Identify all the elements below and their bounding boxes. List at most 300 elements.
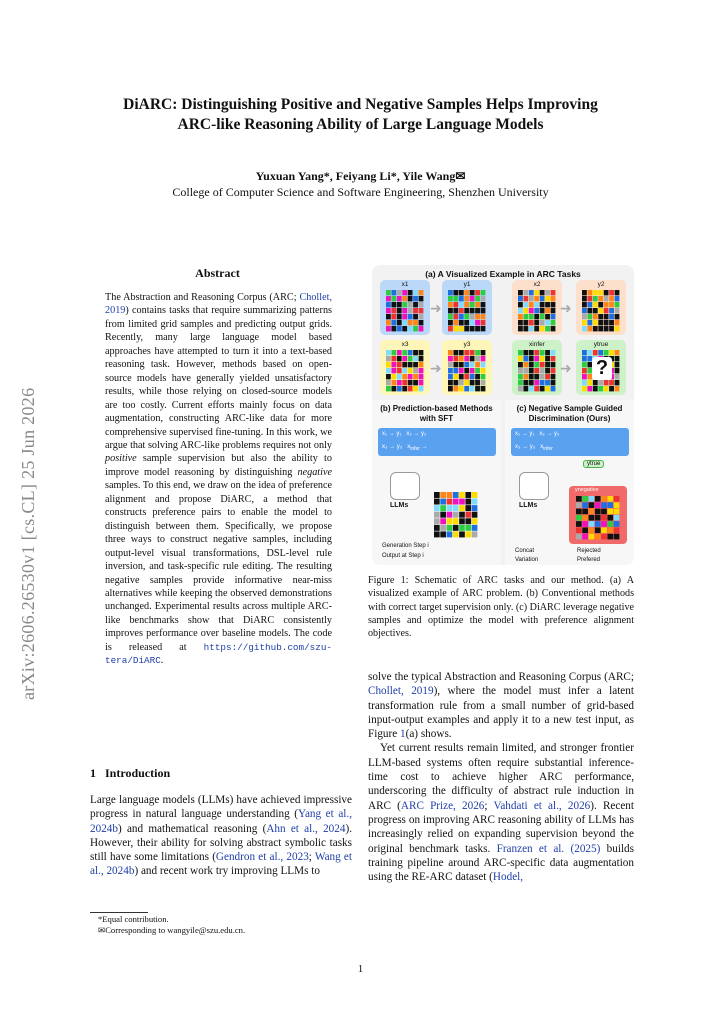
grid-cell <box>518 380 523 385</box>
grid-cell <box>609 290 614 295</box>
grid-cell <box>545 314 550 319</box>
citation-link[interactable]: ARC Prize, 2026 <box>400 799 485 812</box>
grid-cell <box>601 521 607 527</box>
grid-cell <box>589 509 595 515</box>
grid-cell <box>402 386 407 391</box>
grid-cell <box>615 380 620 385</box>
grid-cell <box>397 302 402 307</box>
grid-cell <box>397 380 402 385</box>
legend-b1: Generation Step i <box>382 543 429 549</box>
grid-cell <box>453 350 458 355</box>
grid-cell <box>593 326 598 331</box>
grid-cell <box>534 302 539 307</box>
grid-cell <box>465 525 471 531</box>
grid-cell <box>595 515 601 521</box>
grid-cell <box>453 362 458 367</box>
grid-cell <box>475 356 480 361</box>
grid-cell <box>413 296 418 301</box>
grid-cell <box>413 290 418 295</box>
llm-icon <box>519 472 549 500</box>
grid-cell <box>459 386 464 391</box>
ytrue-tag: ytrue <box>583 460 604 468</box>
grid-cell <box>589 521 595 527</box>
grid-cell <box>413 308 418 313</box>
grid-cell <box>440 505 446 511</box>
grid-cell <box>408 374 413 379</box>
legend-c3: Variation <box>515 557 539 563</box>
grid-cell <box>391 308 396 313</box>
abstract-body <box>105 291 332 668</box>
grid-cell <box>582 502 588 508</box>
emphasis: negative <box>297 466 332 478</box>
panel-b <box>372 400 501 565</box>
grid-cell <box>540 326 545 331</box>
grid-cell <box>448 296 453 301</box>
grid-cell <box>615 326 620 331</box>
grid-cell <box>459 290 464 295</box>
grid-cell <box>386 290 391 295</box>
grid-cell <box>595 509 601 515</box>
grid-cell <box>459 356 464 361</box>
grid-cell <box>598 302 603 307</box>
grid-cell <box>413 368 418 373</box>
grid-cell <box>475 386 480 391</box>
grid-cell <box>587 326 592 331</box>
grid-cell <box>587 290 592 295</box>
grid-cell <box>470 368 475 373</box>
grid-cell <box>453 518 459 524</box>
grid-cell <box>408 368 413 373</box>
grid-cell <box>464 308 469 313</box>
grid-cell <box>447 512 453 518</box>
tile-label: x3 <box>401 341 409 348</box>
grid-cell <box>464 374 469 379</box>
grid-cell <box>413 362 418 367</box>
grid-cell <box>551 362 556 367</box>
grid-cell <box>453 320 458 325</box>
grid-cell <box>534 374 539 379</box>
grid-cell <box>464 290 469 295</box>
citation-link[interactable]: Wang et al., 2024b <box>90 851 352 878</box>
grid-cell <box>408 290 413 295</box>
intro-text: ). However, their ability for solving abstract symbolic tasks still have some limitations ( <box>90 822 352 864</box>
tile-label: x2 <box>533 281 541 288</box>
grid-cell <box>386 374 391 379</box>
grid-cell <box>534 380 539 385</box>
grid-cell <box>453 386 458 391</box>
grid-cell <box>472 492 478 498</box>
grid-cell <box>604 380 609 385</box>
figure-ref-link[interactable]: 1 <box>400 728 406 741</box>
llm-icon <box>390 472 420 500</box>
grid-cell <box>419 356 424 361</box>
grid-cell <box>448 356 453 361</box>
grid-cell <box>551 350 556 355</box>
paper-title <box>60 95 661 135</box>
abstract-text: . <box>160 655 164 667</box>
grid-cell <box>615 296 620 301</box>
grid-cell <box>470 320 475 325</box>
grid-cell <box>587 314 592 319</box>
grid-cell <box>419 314 424 319</box>
body-text: ). Recent progress on improving ARC reasoning ability of LLMs has increasingly relied on expanding supervision beyond the original benchmark tasks. <box>368 799 635 855</box>
grid-cell <box>453 380 458 385</box>
body-text: (a) shows. <box>405 728 452 741</box>
grid-cell <box>402 380 407 385</box>
grid-cell <box>604 290 609 295</box>
tile-x1 <box>380 280 430 335</box>
grid-cell <box>540 302 545 307</box>
grid-cell <box>545 308 550 313</box>
grid-cell <box>475 314 480 319</box>
grid-cell <box>459 326 464 331</box>
grid-cell <box>523 302 528 307</box>
grid-cell <box>391 302 396 307</box>
grid-cell <box>481 290 486 295</box>
grid-cell <box>402 368 407 373</box>
grid-cell <box>587 380 592 385</box>
grid-cell <box>607 509 613 515</box>
grid-cell <box>534 296 539 301</box>
grid-cell <box>408 362 413 367</box>
grid-cell <box>475 290 480 295</box>
grid-cell <box>518 320 523 325</box>
grid-cell <box>593 380 598 385</box>
panel-b-title: (b) Prediction-based Methods with SFT <box>380 404 493 423</box>
sequence-label: x₁ → y₁ x₂ → y₂ <box>382 431 427 437</box>
grid-cell <box>419 362 424 367</box>
grid-cell <box>459 499 465 505</box>
grid-cell <box>523 308 528 313</box>
grid-cell <box>413 320 418 325</box>
grid-cell <box>609 302 614 307</box>
grid-cell <box>465 512 471 518</box>
grid-cell <box>408 302 413 307</box>
grid-cell <box>459 314 464 319</box>
grid-cell <box>595 527 601 533</box>
grid-cell <box>540 380 545 385</box>
grid-cell <box>582 509 588 515</box>
title-line-2: ARC-like Reasoning Ability of Large Language Models <box>177 116 544 133</box>
abstract-text: ) contains tasks that require summarizing patterns from limited grid samples and predicting output grids. Recently, many large language model based approaches have attempted to turn it into a text-based reasoning task. However, methods based on open-source models have generally yielded unsatisfactory results, while those relying on closed-source models are too costly. Current efforts mainly focus on data augmentation, constructing ARC-like data for more comprehensive supervised fine-tuning. In this work, we argue that solving ARC-like problems requires not only <box>105 305 332 451</box>
grid-cell <box>518 374 523 379</box>
grid-cell <box>475 350 480 355</box>
figure-1 <box>372 265 634 565</box>
grid-cell <box>408 380 413 385</box>
grid-cell <box>440 512 446 518</box>
grid-cell <box>448 308 453 313</box>
grid-cell <box>397 320 402 325</box>
abstract-text: sample supervision but also the ability to improve model reasoning by distinguishing <box>105 453 332 478</box>
grid-cell <box>529 362 534 367</box>
grid-cell <box>529 296 534 301</box>
abstract-text: samples. To this end, we draw on the idea of preference alignment and propose DiARC, a method that constructs preference pairs to enable the model to distinguish between them. Specifically, we propose three ways to construct negative samples, including output-level visual transformations, DSL-level rule inversion, and task-specific rule editing. The resulting negative samples provide informative near-miss alternatives while keeping the observed demonstrations unchanged. Experimental results across multiple ARC-like benchmarks show that DiARC consistently improves performance over baseline models. The code is released at <box>105 480 332 653</box>
grid-cell <box>518 302 523 307</box>
grid-cell <box>459 512 465 518</box>
grid-cell <box>413 380 418 385</box>
grid-cell <box>614 509 620 515</box>
grid-cell <box>386 356 391 361</box>
grid-cell <box>518 362 523 367</box>
author-names: Yuxuan Yang*, Feiyang Li*, Yile Wang✉ <box>255 169 466 183</box>
grid-cell <box>523 380 528 385</box>
legend-c2: Rejected <box>577 548 601 554</box>
grid-cell <box>598 380 603 385</box>
grid-cell <box>609 296 614 301</box>
grid-cell <box>481 386 486 391</box>
citation-link[interactable]: Chollet, 2019 <box>105 292 332 317</box>
grid-cell <box>615 314 620 319</box>
grid-cell <box>609 308 614 313</box>
grid-cell <box>523 362 528 367</box>
grid-cell <box>598 326 603 331</box>
citation-link[interactable]: Vahdati et al., 2026 <box>493 799 591 812</box>
grid-cell <box>448 368 453 373</box>
grid-cell <box>614 496 620 502</box>
citation-link[interactable]: Ahn et al., 2024 <box>266 822 346 835</box>
grid-cell <box>540 386 545 391</box>
grid-cell <box>545 290 550 295</box>
grid-cell <box>453 356 458 361</box>
citation-link[interactable]: Chollet, 2019 <box>368 685 434 698</box>
figure-title-a: (a) A Visualized Example in ARC Tasks <box>425 269 581 279</box>
grid-cell <box>601 527 607 533</box>
grid-cell <box>419 386 424 391</box>
grid-cell <box>576 502 582 508</box>
grid-cell <box>589 502 595 508</box>
grid-cell <box>545 368 550 373</box>
grid-cell <box>576 496 582 502</box>
grid-cell <box>614 534 620 540</box>
grid-cell <box>551 302 556 307</box>
grid-cell <box>408 356 413 361</box>
grid-cell <box>551 374 556 379</box>
grid-cell <box>529 368 534 373</box>
grid-cell <box>481 368 486 373</box>
grid-cell <box>540 296 545 301</box>
grid-cell <box>582 521 588 527</box>
grid-cell <box>540 368 545 373</box>
grid-cell <box>470 362 475 367</box>
grid-cell <box>604 296 609 301</box>
grid-cell <box>391 356 396 361</box>
grid-cell <box>529 320 534 325</box>
grid-cell <box>595 521 601 527</box>
grid-cell <box>601 509 607 515</box>
section-heading-introduction: 1 Introduction <box>90 766 171 780</box>
grid-cell <box>391 368 396 373</box>
grid-cell <box>447 518 453 524</box>
grid-cell <box>576 534 582 540</box>
legend-c1: Concat <box>515 548 535 554</box>
grid-cell <box>582 374 587 379</box>
grid-cell <box>551 386 556 391</box>
code-url-link[interactable]: https://github.com/szu-tera/DiARC <box>105 641 332 667</box>
generated-output-grid <box>434 492 478 538</box>
grid-cell <box>408 326 413 331</box>
grid-cell <box>582 320 587 325</box>
grid-cell <box>582 534 588 540</box>
grid-cell <box>397 290 402 295</box>
grid-cell <box>518 314 523 319</box>
grid-cell <box>453 290 458 295</box>
grid-cell <box>587 302 592 307</box>
grid-cell <box>464 368 469 373</box>
grid-cell <box>615 356 620 361</box>
intro-text: Large language models (LLMs) have achieved impressive progress in natural language understanding ( <box>90 794 352 821</box>
grid-cell <box>475 368 480 373</box>
grid-cell <box>448 320 453 325</box>
grid-cell <box>551 320 556 325</box>
tile-label: y3 <box>463 341 471 348</box>
affiliation: College of Computer Science and Software Engineering, Shenzhen University <box>172 185 549 199</box>
grid-cell <box>589 515 595 521</box>
grid-cell <box>470 386 475 391</box>
grid-cell <box>609 326 614 331</box>
citation-link[interactable]: Franzen et al. (2025) <box>496 842 601 855</box>
grid-cell <box>448 314 453 319</box>
grid-cell <box>391 362 396 367</box>
grid-cell <box>402 356 407 361</box>
grid-cell <box>598 350 603 355</box>
grid-cell <box>397 386 402 391</box>
grid-cell <box>582 308 587 313</box>
grid-cell <box>607 534 613 540</box>
citation-link[interactable]: Hodel, <box>492 871 524 884</box>
grid-cell <box>604 326 609 331</box>
grid-cell <box>413 326 418 331</box>
grid-cell <box>551 356 556 361</box>
grid-cell <box>545 362 550 367</box>
grid-cell <box>615 374 620 379</box>
grid-cell <box>545 386 550 391</box>
grid-cell <box>434 499 440 505</box>
sequence-label: x₁ → y₁ x₂ → y₂ <box>515 431 560 437</box>
grid-cell <box>448 326 453 331</box>
arxiv-stamp-text: arXiv:2606.26530v1 [cs.CL] 25 Jun 2026 <box>18 387 38 700</box>
grid-cell <box>582 496 588 502</box>
grid-cell <box>475 326 480 331</box>
citation-link[interactable]: Gendron et al., 2023 <box>215 851 309 864</box>
grid-cell <box>582 515 588 521</box>
grid-cell <box>614 521 620 527</box>
grid-cell <box>464 326 469 331</box>
grid-cell <box>447 505 453 511</box>
grid-cell <box>419 368 424 373</box>
grid-cell <box>464 302 469 307</box>
grid-cell <box>402 362 407 367</box>
grid-cell <box>397 356 402 361</box>
grid-cell <box>481 356 486 361</box>
grid-cell <box>576 509 582 515</box>
tile-label: x1 <box>401 281 409 288</box>
grid-cell <box>545 356 550 361</box>
grid-cell <box>523 386 528 391</box>
grid-cell <box>453 308 458 313</box>
grid-cell <box>472 518 478 524</box>
grid-cell <box>523 368 528 373</box>
grid-cell <box>481 362 486 367</box>
grid-cell <box>470 296 475 301</box>
grid-cell <box>408 320 413 325</box>
grid-cell <box>453 368 458 373</box>
grid-cell <box>481 350 486 355</box>
arrow-right-icon: ➜ <box>430 300 442 316</box>
grid-cell <box>582 290 587 295</box>
grid-cell <box>518 386 523 391</box>
grid-cell <box>470 290 475 295</box>
grid-cell <box>402 302 407 307</box>
grid-cell <box>475 308 480 313</box>
grid-cell <box>518 350 523 355</box>
abstract-heading: Abstract <box>195 266 240 280</box>
grid-cell <box>465 505 471 511</box>
grid-cell <box>534 356 539 361</box>
grid-cell <box>540 356 545 361</box>
grid-cell <box>614 502 620 508</box>
grid-cell <box>453 314 458 319</box>
tile-x2 <box>512 280 562 335</box>
grid-cell <box>459 320 464 325</box>
grid-cell <box>464 320 469 325</box>
grid-cell <box>529 308 534 313</box>
grid-cell <box>595 502 601 508</box>
grid-cell <box>551 326 556 331</box>
grid-cell <box>607 496 613 502</box>
grid-cell <box>464 350 469 355</box>
grid-cell <box>434 512 440 518</box>
footnote-rule <box>90 912 148 913</box>
grid-cell <box>609 350 614 355</box>
grid-cell <box>386 380 391 385</box>
page-number: 1 <box>357 963 364 975</box>
grid-cell <box>529 356 534 361</box>
grid-cell <box>551 296 556 301</box>
grid-cell <box>453 525 459 531</box>
grid-cell <box>459 525 465 531</box>
grid-cell <box>402 296 407 301</box>
grid-cell <box>593 386 598 391</box>
tile-xinfer <box>512 340 562 395</box>
grid-cell <box>447 499 453 505</box>
grid-cell <box>472 512 478 518</box>
grid-cell <box>615 320 620 325</box>
grid-cell <box>607 502 613 508</box>
grid-cell <box>604 302 609 307</box>
author-block <box>60 168 661 200</box>
grid-cell <box>475 320 480 325</box>
grid-cell <box>523 374 528 379</box>
grid-cell <box>453 302 458 307</box>
grid-cell <box>582 326 587 331</box>
citation-link[interactable]: Yang et al., 2024b <box>90 808 352 835</box>
grid-cell <box>589 496 595 502</box>
grid-cell <box>470 380 475 385</box>
grid-cell <box>534 314 539 319</box>
grid-cell <box>470 326 475 331</box>
grid-cell <box>391 296 396 301</box>
grid-cell <box>582 380 587 385</box>
grid-cell <box>397 314 402 319</box>
grid-cell <box>609 314 614 319</box>
grid-cell <box>391 326 396 331</box>
grid-cell <box>615 362 620 367</box>
grid-cell <box>475 302 480 307</box>
grid-cell <box>440 525 446 531</box>
grid-cell <box>447 531 453 537</box>
grid-cell <box>534 326 539 331</box>
grid-cell <box>534 320 539 325</box>
